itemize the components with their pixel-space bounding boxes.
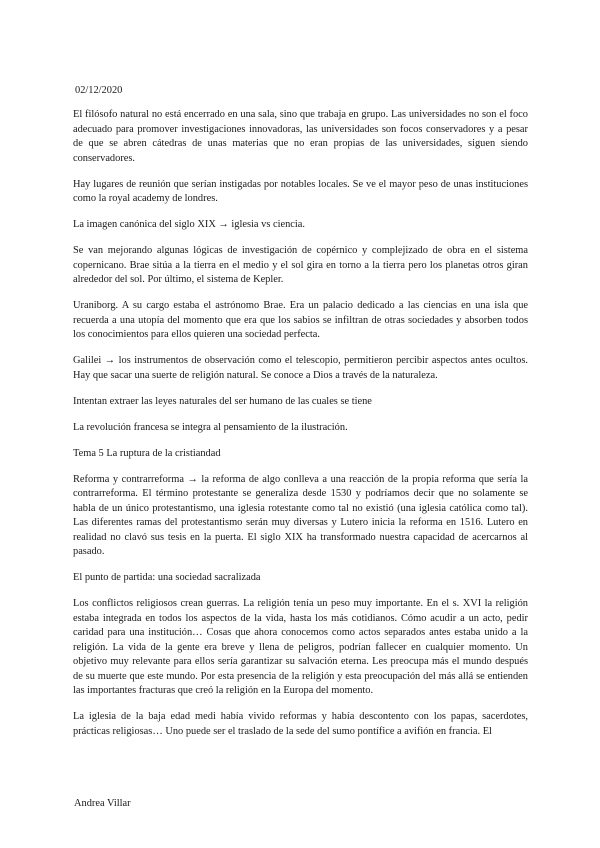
document-author-footer: Andrea Villar [74, 798, 131, 809]
document-date: 02/12/2020 [75, 85, 123, 96]
section-heading-tema-5: Tema 5 La ruptura de la cristiandad [73, 447, 221, 459]
paragraph-leyes-naturales: Intentan extraer las leyes naturales del ser humano de las cuales se tiene [73, 395, 372, 407]
paragraph-galilei: Galilei → los instrumentos de observación como el telescopio, permitieron percibir aspectos antes ocultos. Hay que sacar una suerte de religión natural. Se conoce a Dios a través de la naturaleza. [73, 355, 528, 381]
document-body [73, 108, 528, 751]
paragraph-revolucion-francesa: La revolución francesa se integra al pensamiento de la ilustración. [73, 421, 348, 433]
paragraph-sistema-copernicano: Se van mejorando algunas lógicas de investigación de copérnico y complejizado de obra en el sistema copernicano. Brae sitúa a la tierra en el medio y el sol gira en torno a la tierra pero los planetas otros giran alrededor del sol. Por último, el sistema de Kepler. [73, 245, 528, 285]
section-heading-punto-partida: El punto de partida: una sociedad sacralizada [73, 572, 261, 583]
paragraph-imagen-canonica: La imagen canónica del siglo XIX → iglesia vs ciencia. [73, 219, 305, 230]
paragraph-iglesia-baja-edad-media: La iglesia de la baja edad medi había vivido reformas y había descontento con los papas, sacerdotes, prácticas religiosas… Uno puede ser el traslado de la sede del sumo pontífice a avifión en francia. El [73, 711, 528, 737]
paragraph-conflictos-religiosos: Los conflictos religiosos crean guerras. La religión tenía un peso muy importante. En el s. XVI la religión estaba integrada en todos los aspectos de la vida, hasta los más cotidianos. Cómo acudir a un acto, pedir caridad para una institución… Cosas que ahora conocemos como actos separados antes estaba unido a la religión. La vida de la gente era breve y llena de peligros, podrían fallecer en cualquier momento. Un objetivo muy relevante para ellos sería garantizar su salvación eterna. Les preocupa más el mundo después de su muerte que este mundo. Por esta presencia de la religión y esta preocupación del más allá se entienden las importantes fracturas que creó la religión en la Europa del momento. [73, 598, 528, 696]
paragraph-reforma-contrarreforma: Reforma y contrarreforma → la reforma de algo conlleva a una reacción de la propia reforma que sería la contrarreforma. El término protestante se generaliza desde 1530 y podríamos decir que no solamente se habla de un único protestantismo, una iglesia rotestante como tal no existió (una iglesia católica como tal). Las diferentes ramas del protestantismo serán muy diversas y Lutero inicia la reforma en 1516. Lutero en realidad no clavó sus tesis en la puerta. El siglo XIX ha transformado nuestra capacidad de acercarnos al pasado. [73, 473, 528, 557]
paragraph-lugares-reunion: Hay lugares de reunión que serían instigadas por notables locales. Se ve el mayor peso de unas instituciones como la royal academy de londres. [73, 178, 528, 204]
paragraph-uraniborg: Uraniborg. A su cargo estaba el astrónomo Brae. Era un palacio dedicado a las ciencias en una isla que recuerda a una utopía del momento que era que los sabios se infiltran de otras sociedades y absorben todos los conocimientos para ellos quieren una sociedad perfecta. [73, 300, 528, 340]
paragraph-filosofo-natural: El filósofo natural no está encerrado en una sala, sino que trabaja en grupo. Las universidades no son el foco adecuado para promover investigaciones innovadoras, las universidades son focos conservadores y a pesar de que se abren cátedras de unas materias que no eran propias de las universidades, siguen siendo conservadores. [73, 109, 528, 164]
